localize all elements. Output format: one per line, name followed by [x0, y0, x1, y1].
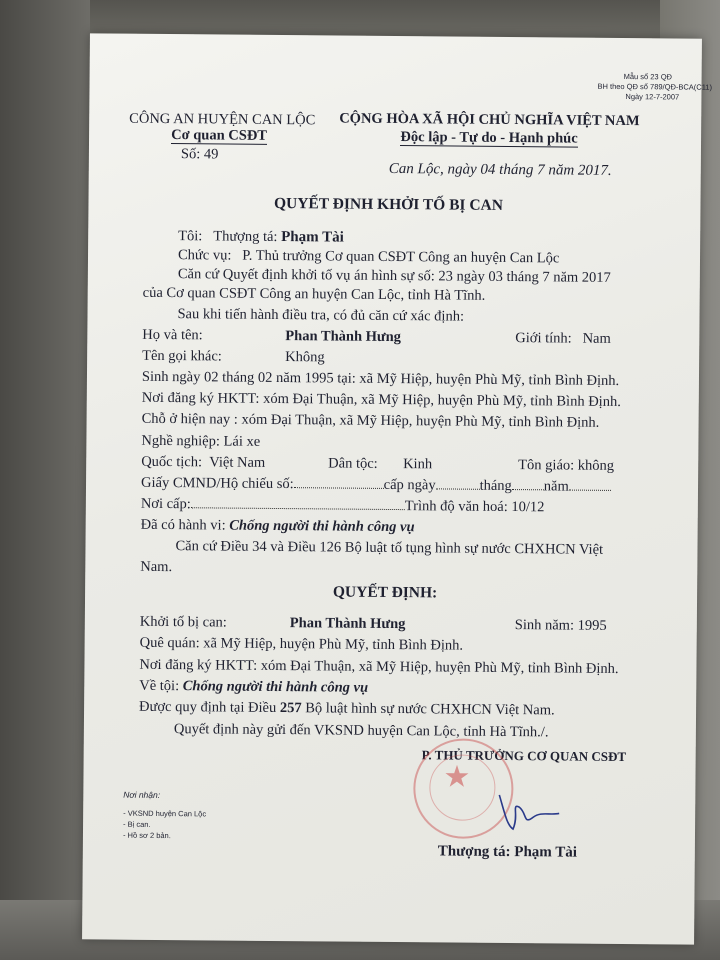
gender-line: Giới tính: Nam: [515, 330, 611, 347]
signature-title: P. THỦ TRƯỞNG CƠ QUAN CSĐT: [421, 747, 627, 765]
occupation-line: Nghề nghiệp: Lái xe: [141, 432, 261, 450]
decision-heading: QUYẾT ĐỊNH:: [332, 583, 438, 602]
form-code-line1: Mẫu số 23 QĐ: [623, 72, 673, 82]
act-line: Đã có hành vi: Chống người thi hành công vụ: [140, 516, 415, 536]
document-title: QUYẾT ĐỊNH KHỞI TỐ BỊ CAN: [273, 194, 504, 214]
seal-star-icon: ★: [443, 759, 471, 795]
article-line: Được quy định tại Điều 257 Bộ luật hình sự nước CHXHCN Việt Nam.: [139, 698, 555, 719]
birth-year: Sinh năm: 1995: [514, 617, 607, 634]
basis-line-1b: của Cơ quan CSĐT Công an huyện Can Lộc, tỉnh Hà Tĩnh.: [142, 284, 486, 304]
recipient-item: - VKSND huyện Can Lộc: [123, 808, 207, 819]
issue-place-line: Nơi cấp: Trình độ văn hoá: 10/12: [140, 495, 545, 516]
position-line: Chức vụ: P. Thủ trưởng Cơ quan CSĐT Công an huyện Can Lộc: [177, 247, 560, 267]
form-code-line2: BH theo QĐ số 789/QĐ-BCA(C11): [597, 81, 713, 92]
birth-line: Sinh ngày 02 tháng 02 năm 1995 tại: xã Mỹ Hiệp, huyện Phù Mỹ, tỉnh Bình Định.: [141, 368, 620, 389]
form-code-line3: Ngày 12-7-2007: [625, 92, 680, 102]
agency-name: CÔNG AN HUYỆN CAN LỘC: [129, 110, 316, 129]
nationality-line: Quốc tịch: Việt Nam: [141, 453, 266, 471]
investigation-line: Sau khi tiến hành điều tra, có đủ căn cứ xác định:: [177, 306, 465, 325]
ethnicity-line: Dân tộc: Kinh: [328, 455, 433, 473]
name-value: Phan Thành Hưng: [285, 328, 402, 346]
residence-line: Chỗ ở hiện nay : xóm Đại Thuận, xã Mỹ Hiệp, huyện Phù Mỹ, tỉnh Bình Định.: [141, 410, 600, 431]
place-date: Can Lộc, ngày 04 tháng 7 năm 2017.: [388, 160, 612, 179]
alias-value: Không: [285, 349, 325, 366]
decision-registration-line: Nơi đăng ký HKTT: xóm Đại Thuận, xã Mỹ Hiệp, huyện Phù Mỹ, tỉnh Bình Định.: [139, 656, 619, 677]
country-name: CỘNG HÒA XÃ HỘI CHỦ NGHĨA VIỆT NAM: [339, 110, 640, 130]
alias-label: Tên gọi khác:: [142, 347, 222, 365]
id-card-line: Giấy CMND/Hộ chiếu số: cấp ngày tháng năm: [141, 474, 611, 496]
document-paper: [82, 33, 713, 944]
recipient-item: - Hồ sơ 2 bản.: [122, 830, 171, 841]
prosecuted-value: Phan Thành Hưng: [289, 615, 406, 633]
religion-line: Tôn giáo: không: [518, 457, 615, 474]
prosecuted-label: Khởi tố bị can:: [139, 613, 227, 631]
send-to-line: Quyết định này gửi đến VKSND huyện Can Lộc, tỉnh Hà Tĩnh./.: [173, 721, 549, 741]
basis-line-2b: Nam.: [140, 558, 173, 576]
document-number: Số: 49: [180, 146, 219, 163]
background-left: [0, 0, 90, 960]
basis-line-1a: Căn cứ Quyết định khởi tố vụ án hình sự số: 23 ngày 03 tháng 7 năm 2017: [177, 266, 611, 286]
name-label: Họ và tên:: [142, 326, 203, 344]
hometown-line: Quê quán: xã Mỹ Hiệp, huyện Phù Mỹ, tỉnh Bình Định.: [139, 634, 464, 654]
recipients-label: Nơi nhận:: [123, 789, 161, 800]
registration-line: Nơi đăng ký HKTT: xóm Đại Thuận, xã Mỹ Hiệp, huyện Phù Mỹ, tỉnh Bình Định.: [141, 389, 621, 410]
basis-line-2a: Căn cứ Điều 34 và Điều 126 Bộ luật tố tụng hình sự nước CHXHCN Việt: [175, 538, 604, 558]
issuer-line: Tôi: Thượng tá: Phạm Tài: [178, 228, 344, 246]
recipient-item: - Bị can.: [123, 819, 151, 829]
national-motto: Độc lập - Tự do - Hạnh phúc: [400, 129, 578, 147]
charge-line: Về tội: Chống người thi hành công vụ: [139, 677, 369, 696]
department-name: Cơ quan CSĐT: [171, 127, 268, 144]
handwritten-signature: [493, 785, 573, 836]
signer-name: Thượng tá: Phạm Tài: [437, 843, 578, 861]
